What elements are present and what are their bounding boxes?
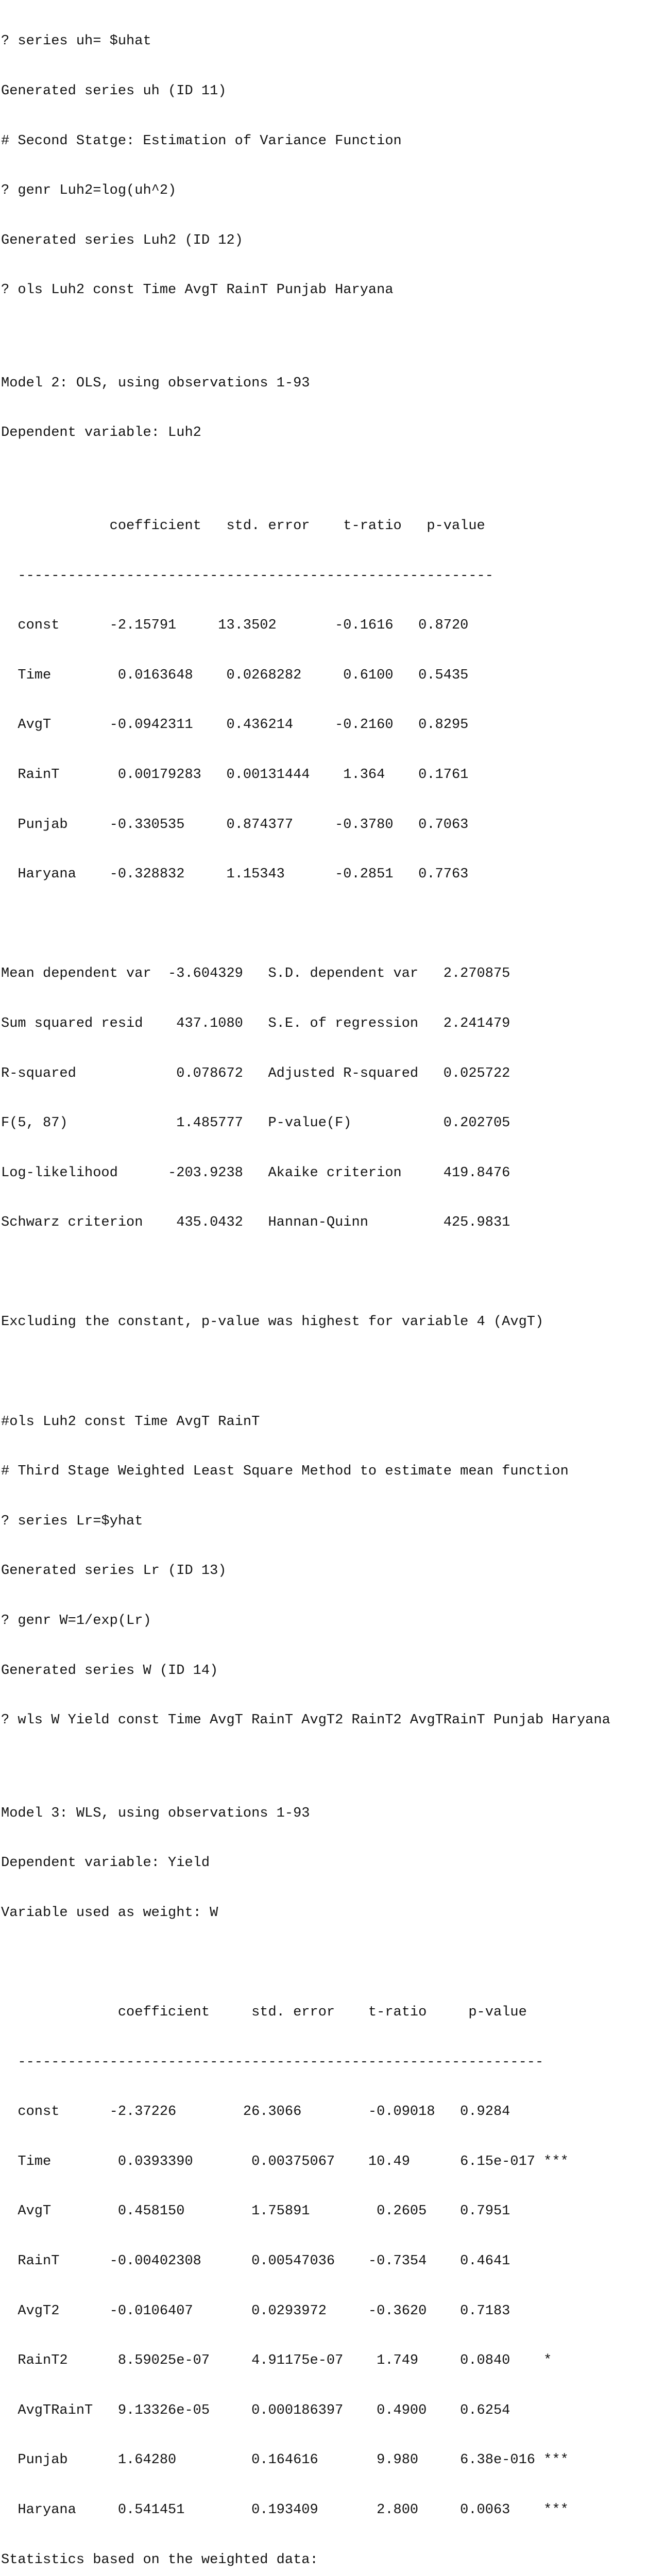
- model-3-table-row: AvgTRainT 9.13326e-05 0.000186397 0.4900 0.6254: [1, 2402, 510, 2418]
- model-2-dependent-variable: Dependent variable: Luh2: [1, 425, 201, 441]
- command-line: ? genr Luh2=log(uh^2): [1, 183, 177, 199]
- console-output: [1, 0, 648, 2576]
- output-line: Generated series Lr (ID 13): [1, 1563, 227, 1579]
- command-line: ? series Lr=$yhat: [1, 1513, 143, 1529]
- model-3-table-row: RainT -0.00402308 0.00547036 -0.7354 0.4641: [1, 2253, 510, 2269]
- comment-line: # Third Stage Weighted Least Square Method to estimate mean function: [1, 1464, 569, 1480]
- model-2-table-row: Time 0.0163648 0.0268282 0.6100 0.5435: [1, 667, 469, 683]
- blank-line: [1, 474, 648, 485]
- model-3-dependent-variable: Dependent variable: Yield: [1, 1855, 210, 1871]
- command-line: ? ols Luh2 const Time AvgT RainT Punjab Haryana: [1, 282, 394, 298]
- command-line: ? series uh= $uhat: [1, 33, 151, 49]
- model-3-table-row: Punjab 1.64280 0.164616 9.980 6.38e-016 ***: [1, 2452, 569, 2468]
- command-line: ? genr W=1/exp(Lr): [1, 1613, 151, 1629]
- model-2-stat-row: Log-likelihood -203.9238 Akaike criterion 419.8476: [1, 1165, 510, 1181]
- model-2-table-row: RainT 0.00179283 0.00131444 1.364 0.1761: [1, 767, 469, 783]
- model-2-table-header: coefficient std. error t-ratio p-value: [1, 518, 485, 534]
- output-line: Generated series Luh2 (ID 12): [1, 232, 243, 248]
- model-3-weight-variable: Variable used as weight: W: [1, 1905, 218, 1921]
- model-3-table-header: coefficient std. error t-ratio p-value: [1, 2005, 527, 2021]
- model-3-table-rule: ---------------------------------------------------------------: [1, 2054, 544, 2070]
- model-2-table-row: const -2.15791 13.3502 -0.1616 0.8720: [1, 618, 469, 634]
- model-3-table-row: const -2.37226 26.3066 -0.09018 0.9284: [1, 2104, 510, 2120]
- model-3-table-row: Haryana 0.541451 0.193409 2.800 0.0063 ***: [1, 2502, 569, 2518]
- model-2-title: Model 2: OLS, using observations 1-93: [1, 375, 310, 391]
- comment-line: #ols Luh2 const Time AvgT RainT: [1, 1414, 260, 1430]
- model-2-stat-row: R-squared 0.078672 Adjusted R-squared 0.025722: [1, 1065, 510, 1081]
- model-2-table-row: AvgT -0.0942311 0.436214 -0.2160 0.8295: [1, 717, 469, 733]
- model-3-title: Model 3: WLS, using observations 1-93: [1, 1805, 310, 1821]
- blank-line: [1, 1762, 648, 1772]
- model-3-table-row: AvgT 0.458150 1.75891 0.2605 0.7951: [1, 2204, 510, 2219]
- model-2-stat-row: F(5, 87) 1.485777 P-value(F) 0.202705: [1, 1115, 510, 1131]
- model-2-table-rule: ---------------------------------------------------------: [1, 568, 493, 584]
- model-2-stat-row: Mean dependent var -3.604329 S.D. dependent var 2.270875: [1, 966, 510, 982]
- blank-line: [1, 332, 648, 342]
- model-2-table-row: Haryana -0.328832 1.15343 -0.2851 0.7763: [1, 867, 469, 883]
- blank-line: [1, 1264, 648, 1281]
- model-2-stat-row: Sum squared resid 437.1080 S.E. of regression 2.241479: [1, 1015, 510, 1031]
- model-3-table-row: AvgT2 -0.0106407 0.0293972 -0.3620 0.7183: [1, 2303, 510, 2319]
- model-2-stat-row: Schwarz criterion 435.0432 Hannan-Quinn 425.9831: [1, 1215, 510, 1231]
- model-2-note: Excluding the constant, p-value was highest for variable 4 (AvgT): [1, 1314, 544, 1330]
- blank-line: [1, 916, 648, 933]
- output-line: Generated series W (ID 14): [1, 1663, 218, 1679]
- model-3-weighted-stats-heading: Statistics based on the weighted data:: [1, 2552, 318, 2568]
- model-2-table-row: Punjab -0.330535 0.874377 -0.3780 0.7063: [1, 817, 469, 833]
- output-line: Generated series uh (ID 11): [1, 83, 227, 99]
- comment-line: # Second Statge: Estimation of Variance Function: [1, 133, 402, 149]
- command-line: ? wls W Yield const Time AvgT RainT AvgT2 RainT2 AvgTRainT Punjab Haryana: [1, 1713, 610, 1728]
- model-3-table-row: RainT2 8.59025e-07 4.91175e-07 1.749 0.0840 *: [1, 2353, 552, 2369]
- model-3-table-row: Time 0.0393390 0.00375067 10.49 6.15e-017 ***: [1, 2154, 569, 2170]
- blank-line: [1, 1364, 648, 1380]
- blank-line: [1, 1955, 648, 1971]
